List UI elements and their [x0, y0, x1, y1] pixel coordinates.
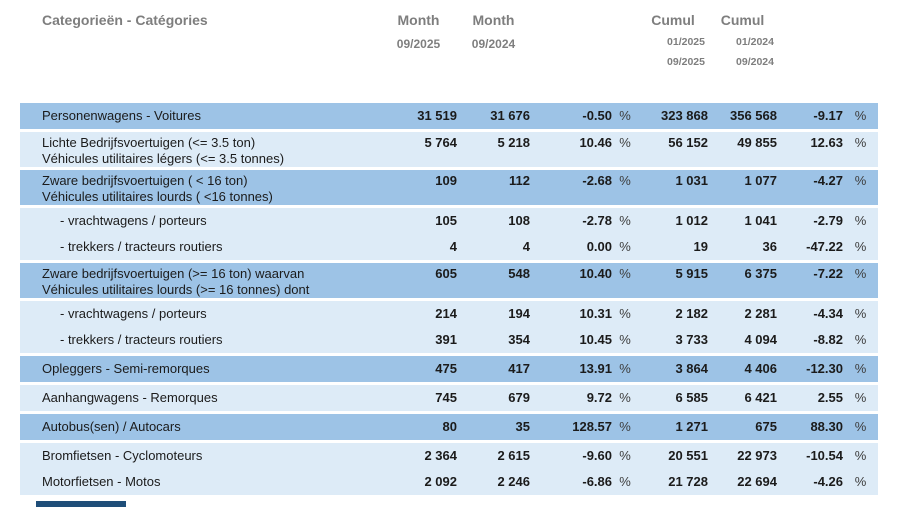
month-2024-value: 2 246: [497, 474, 530, 489]
row-label: Personenwagens - Voitures: [42, 108, 201, 123]
row-label: - trekkers / tracteurs routiers: [60, 332, 223, 347]
cumul-pct-value: -4.34: [813, 306, 843, 321]
month-pct-value: 10.45: [579, 332, 612, 347]
percent-sign: %: [619, 173, 631, 188]
month-2025-value: 31 519: [417, 108, 457, 123]
row-label: Bromfietsen - Cyclomoteurs: [42, 448, 203, 463]
cumul-pct-value: -9.17: [813, 108, 843, 123]
registrations-table: [20, 103, 878, 498]
cumul-2024-value: 1 077: [744, 173, 777, 188]
cumul-2025-value: 20 551: [668, 448, 708, 463]
table-row: [20, 356, 878, 382]
row-label: Opleggers - Semi-remorques: [42, 361, 210, 376]
percent-sign: %: [619, 266, 631, 281]
percent-sign: %: [854, 213, 867, 228]
cumul-pct-value: 88.30: [810, 419, 843, 434]
cumul-2025-value: 5 915: [675, 266, 708, 281]
table-row: [20, 443, 878, 469]
cumul-2024-value: 49 855: [737, 135, 777, 150]
month-pct-value: -0.50: [582, 108, 612, 123]
percent-sign: %: [854, 332, 867, 347]
table-row: [20, 414, 878, 440]
percent-sign: %: [854, 448, 867, 463]
percent-sign: %: [619, 332, 631, 347]
cumul-2025-value: 323 868: [661, 108, 708, 123]
cumul-2024-value: 22 694: [737, 474, 777, 489]
row-label: - trekkers / tracteurs routiers: [60, 239, 223, 254]
percent-sign: %: [854, 390, 867, 405]
partial-next-row: [36, 501, 126, 507]
month-pct-value: 10.31: [579, 306, 612, 321]
cumul-pct-value: -47.22: [806, 239, 843, 254]
table-row: [20, 234, 878, 260]
percent-sign: %: [619, 213, 631, 228]
month-2025-value: 105: [435, 213, 457, 228]
cumul-2024-value: 2 281: [744, 306, 777, 321]
cumul-2025-title: Cumul: [651, 12, 695, 28]
cumul-2024-value: 22 973: [737, 448, 777, 463]
row-label: Motorfietsen - Motos: [42, 474, 161, 489]
row-label: Aanhangwagens - Remorques: [42, 390, 218, 405]
percent-sign: %: [619, 390, 631, 405]
percent-sign: %: [854, 419, 867, 434]
month-pct-value: -9.60: [582, 448, 612, 463]
month-2025-value: 214: [435, 306, 457, 321]
cumul-2025-value: 3 733: [675, 332, 708, 347]
month-pct-value: -2.68: [582, 173, 612, 188]
percent-sign: %: [854, 108, 867, 123]
month-2024-column-header: [457, 8, 530, 68]
cumul-2025-value: 19: [693, 239, 708, 254]
table-row: [20, 132, 878, 167]
table-row: [20, 170, 878, 205]
cumul-2024-value: 36: [762, 239, 777, 254]
month-2025-title: Month: [397, 12, 440, 28]
cumul-2025-value: 6 585: [675, 390, 708, 405]
month-2024-value: 4: [522, 239, 530, 254]
cumul-pct-value: -7.22: [813, 266, 843, 281]
month-2025-value: 391: [435, 332, 457, 347]
cumul-2025-date-to: 09/2025: [667, 56, 705, 68]
percent-sign: %: [854, 306, 867, 321]
table-row: [20, 385, 878, 411]
percent-sign: %: [854, 474, 867, 489]
cumul-2024-value: 356 568: [730, 108, 777, 123]
percent-sign: %: [619, 448, 631, 463]
cumul-2024-value: 675: [755, 419, 777, 434]
cumul-pct-value: -4.27: [813, 173, 843, 188]
percent-sign: %: [854, 173, 867, 188]
month-2025-column-header: [380, 8, 457, 68]
month-pct-value: -2.78: [582, 213, 612, 228]
percent-sign: %: [854, 266, 867, 281]
table-row: [20, 208, 878, 234]
cumul-pct-value: 12.63: [810, 135, 843, 150]
cumul-2024-column-header: [708, 8, 777, 68]
row-label: - vrachtwagens / porteurs: [60, 213, 207, 228]
row-label: Lichte Bedrijfsvoertuigen (<= 3.5 ton) Véhicules utilitaires légers (<= 3.5 tonnes): [42, 135, 285, 166]
month-2025-value: 2 092: [424, 474, 457, 489]
month-2024-value: 112: [509, 173, 530, 188]
cumul-2024-date-from: 01/2024: [736, 36, 774, 48]
percent-sign: %: [619, 474, 631, 489]
cumul-pct-value: -10.54: [806, 448, 843, 463]
month-2025-value: 80: [442, 419, 457, 434]
percent-sign: %: [619, 239, 631, 254]
table-row: [20, 103, 878, 129]
cumul-pct-value: 2.55: [817, 390, 843, 405]
month-2025-date: 09/2025: [396, 37, 441, 51]
percent-sign: %: [854, 239, 867, 254]
cumul-2024-value: 4 094: [744, 332, 777, 347]
month-2024-date: 09/2024: [471, 37, 516, 51]
month-2025-value: 2 364: [424, 448, 457, 463]
row-label: Zware bedrijfsvoertuigen ( < 16 ton) Véhicules utilitaires lourds ( <16 tonnes): [42, 173, 273, 204]
month-pct-value: 10.40: [579, 266, 612, 281]
month-2025-value: 745: [435, 390, 457, 405]
cumul-2025-value: 1 271: [675, 419, 708, 434]
month-pct-value: -6.86: [582, 474, 612, 489]
month-2024-value: 5 218: [497, 135, 530, 150]
month-2024-value: 548: [508, 266, 530, 281]
cumul-pct-value: -8.82: [813, 332, 843, 347]
percent-sign: %: [619, 419, 631, 434]
cumul-pct-value: -4.26: [813, 474, 843, 489]
cumul-2025-column-header: [638, 8, 708, 68]
cumul-2025-value: 3 864: [675, 361, 708, 376]
month-2024-value: 679: [508, 390, 530, 405]
month-2024-value: 417: [508, 361, 530, 376]
table-row: [20, 469, 878, 495]
cumul-pct-value: -2.79: [813, 213, 843, 228]
month-2024-title: Month: [472, 12, 515, 28]
cumul-2025-value: 1 012: [675, 213, 708, 228]
cumul-2024-title: Cumul: [720, 12, 765, 28]
month-2024-value: 108: [508, 213, 530, 228]
month-2024-value: 31 676: [490, 108, 530, 123]
month-2025-value: 4: [449, 239, 457, 254]
row-label: Autobus(sen) / Autocars: [42, 419, 181, 434]
table-row: [20, 327, 878, 353]
cumul-2024-value: 4 406: [744, 361, 777, 376]
month-2024-value: 354: [508, 332, 530, 347]
month-pct-value: 13.91: [579, 361, 612, 376]
cumul-2024-value: 1 041: [744, 213, 777, 228]
cumul-2025-value: 1 031: [675, 173, 708, 188]
cumul-2024-value: 6 375: [744, 266, 777, 281]
percent-sign: %: [854, 135, 867, 150]
row-label: - vrachtwagens / porteurs: [60, 306, 207, 321]
percent-sign: %: [854, 361, 867, 376]
cumul-2024-value: 6 421: [744, 390, 777, 405]
month-pct-value: 0.00: [586, 239, 612, 254]
cumul-2024-date-to: 09/2024: [736, 56, 774, 68]
month-2025-value: 605: [435, 266, 457, 281]
percent-sign: %: [619, 361, 631, 376]
month-2025-value: 5 764: [424, 135, 457, 150]
percent-sign: %: [619, 135, 631, 150]
row-label: Zware bedrijfsvoertuigen (>= 16 ton) waarvan Véhicules utilitaires lourds (>= 16 tonnes) dont: [42, 266, 310, 297]
percent-sign: %: [619, 108, 631, 123]
category-column-header: Categorieën - Catégories: [42, 12, 208, 28]
month-2025-value: 475: [435, 361, 457, 376]
month-2024-value: 35: [515, 419, 530, 434]
cumul-2025-value: 56 152: [668, 135, 708, 150]
percent-sign: %: [619, 306, 631, 321]
table-row: [20, 301, 878, 327]
month-2024-value: 2 615: [497, 448, 530, 463]
cumul-2025-value: 2 182: [675, 306, 708, 321]
cumul-2025-value: 21 728: [668, 474, 708, 489]
month-pct-value: 9.72: [586, 390, 612, 405]
month-2024-value: 194: [508, 306, 530, 321]
month-pct-value: 10.46: [579, 135, 612, 150]
table-row: [20, 263, 878, 298]
cumul-2025-date-from: 01/2025: [667, 36, 705, 48]
cumul-pct-value: -12.30: [806, 361, 843, 376]
table-header: [20, 8, 878, 68]
month-2025-value: 109: [435, 173, 457, 188]
month-pct-value: 128.57: [572, 419, 612, 434]
